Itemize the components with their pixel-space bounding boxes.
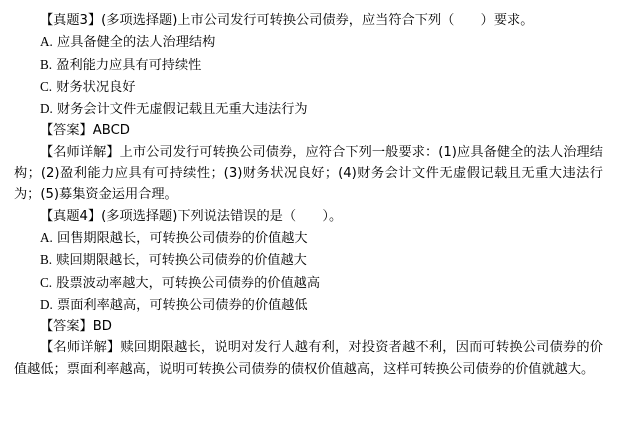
option-label: B. <box>40 252 53 268</box>
explanation-paragraph: 【名师详解】上市公司发行可转换公司债券，应符合下列一般要求：(1)应具备健全的法人治理结构；(2)盈利能力应具有可持续性；(3)财务状况良好；(4)财务会计文件无虚假记载且无重大违法行为；(5)募集资金运用合理。 <box>14 144 603 203</box>
option-text: 回售期限越长，可转换公司债券的价值越大 <box>57 230 308 246</box>
option-b <box>14 249 603 271</box>
option-label: C. <box>40 274 53 290</box>
option-label: A. <box>40 229 53 245</box>
option-a <box>14 31 603 53</box>
option-b <box>14 54 603 76</box>
option-text: 应具备健全的法人治理结构 <box>57 35 216 51</box>
option-label: A. <box>40 34 53 50</box>
explanation-paragraph: 【名师详解】赎回期限越长，说明对发行人越有利，对投资者越不利，因而可转换公司债券的价值越低；票面利率越高，说明可转换公司债券的债权价值越高，这样可转换公司债券的价值就越大。 <box>14 340 603 377</box>
option-d <box>14 294 603 316</box>
option-d <box>14 98 603 120</box>
question-stem: 【真题3】(多项选择题)上市公司发行可转换公司债券，应当符合下列（ ）要求。 <box>40 13 534 28</box>
question-stem: 【真题4】(多项选择题)下列说法错误的是（ ）。 <box>40 208 343 224</box>
option-text: 财务状况良好 <box>56 79 136 95</box>
option-c <box>14 272 603 294</box>
option-c <box>14 76 603 98</box>
answer-line: 【答案】BD <box>40 319 112 335</box>
option-text: 财务会计文件无虚假记载且无重大违法行为 <box>57 102 308 118</box>
option-text: 盈利能力应具有可持续性 <box>56 57 202 73</box>
option-text: 赎回期限越长，可转换公司债券的价值越大 <box>56 253 307 269</box>
option-label: C. <box>40 78 53 94</box>
option-label: D. <box>40 296 53 312</box>
option-label: D. <box>40 101 53 117</box>
answer-line: 【答案】ABCD <box>40 123 130 139</box>
option-label: B. <box>40 56 53 72</box>
option-a <box>14 227 603 249</box>
option-text: 票面利率越高，可转换公司债券的价值越低 <box>57 297 308 313</box>
option-text: 股票波动率越大，可转换公司债券的价值越高 <box>56 275 321 291</box>
